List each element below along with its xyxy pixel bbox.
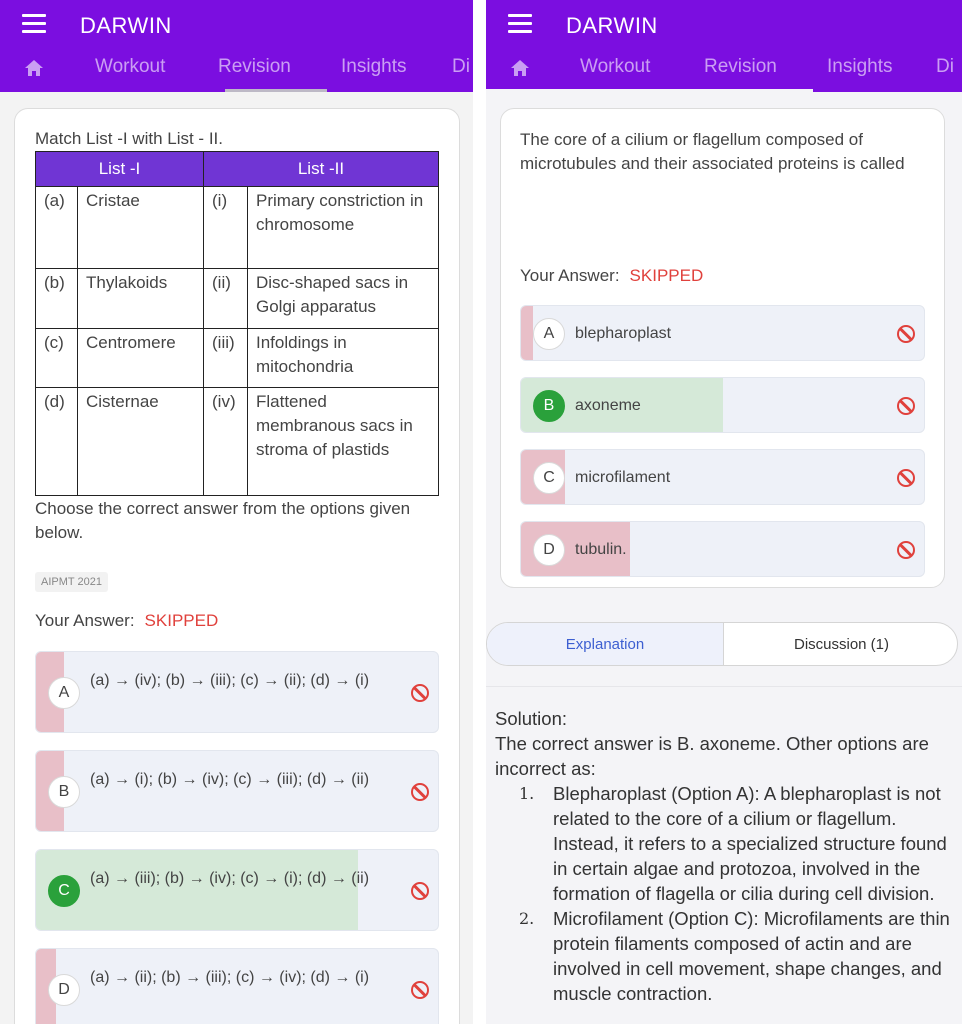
- option-letter-badge: D: [533, 534, 565, 566]
- solution-intro: The correct answer is B. axoneme. Other options are incorrect as:: [495, 733, 929, 779]
- table-row: [36, 329, 439, 388]
- option-c[interactable]: [35, 849, 439, 931]
- list-number: 1.: [519, 784, 535, 803]
- row-description: Disc-shaped sacs in Golgi apparatus: [248, 269, 439, 329]
- option-text: (a) → (ii); (b) → (iii); (c) → (iv); (d) → (i): [90, 969, 370, 986]
- option-letter-badge: C: [48, 875, 80, 907]
- separator: [486, 686, 962, 687]
- option-letter-badge: B: [533, 390, 565, 422]
- ban-icon: [897, 541, 915, 559]
- solution-heading: Solution:: [495, 708, 567, 729]
- app-bar: [0, 0, 473, 92]
- your-answer-status: SKIPPED: [629, 266, 704, 285]
- option-d[interactable]: [520, 521, 925, 577]
- row-description: Flattened membranous sacs in stroma of plastids: [248, 388, 439, 496]
- home-icon[interactable]: [24, 58, 44, 78]
- row-term: Thylakoids: [78, 269, 204, 329]
- tab-bar: [0, 50, 473, 92]
- option-letter-badge: A: [48, 677, 80, 709]
- tab-revision[interactable]: Revision: [704, 56, 777, 77]
- option-text: tubulin.: [575, 541, 627, 558]
- left-screen: [0, 0, 473, 1024]
- option-a[interactable]: [520, 305, 925, 361]
- table-header-list1: List -I: [36, 152, 204, 187]
- ban-icon: [897, 469, 915, 487]
- row-key: (ii): [204, 269, 248, 329]
- your-answer: [35, 611, 218, 631]
- list-number: 2.: [519, 909, 535, 928]
- tab-indicator: [486, 89, 813, 92]
- home-icon[interactable]: [510, 58, 530, 78]
- row-term: Cristae: [78, 187, 204, 269]
- tab-workout[interactable]: Workout: [95, 56, 166, 77]
- option-text: blepharoplast: [575, 325, 672, 342]
- row-term: Centromere: [78, 329, 204, 388]
- row-key: (c): [36, 329, 78, 388]
- row-term: Cisternae: [78, 388, 204, 496]
- table-row: [36, 269, 439, 329]
- row-key: (i): [204, 187, 248, 269]
- explanation-segmented-control: [486, 622, 958, 666]
- your-answer: [520, 266, 703, 286]
- your-answer-status: SKIPPED: [144, 611, 219, 630]
- ban-icon: [411, 783, 429, 801]
- list-text: Microfilament (Option C): Microfilaments are thin protein filaments composed of actin and are involved in cell movement, shape changes, and muscle contraction.: [553, 908, 950, 1004]
- your-answer-label: Your Answer:: [520, 266, 620, 285]
- row-description: Infoldings in mitochondria: [248, 329, 439, 388]
- tab-insights[interactable]: Insights: [827, 56, 893, 77]
- question-outro: Choose the correct answer from the options given below.: [35, 499, 411, 542]
- option-b[interactable]: [35, 750, 439, 832]
- ban-icon: [897, 397, 915, 415]
- option-c[interactable]: [520, 449, 925, 505]
- list-item: [495, 781, 955, 906]
- row-key: (iv): [204, 388, 248, 496]
- your-answer-label: Your Answer:: [35, 611, 135, 630]
- tab-workout[interactable]: Workout: [580, 56, 651, 77]
- row-description: Primary constriction in chromosome: [248, 187, 439, 269]
- question-text: The core of a cilium or flagellum composed of microtubules and their associated proteins is called: [520, 130, 905, 173]
- option-a[interactable]: [35, 651, 439, 733]
- option-text: microfilament: [575, 469, 671, 486]
- match-table: [35, 151, 439, 496]
- row-key: (d): [36, 388, 78, 496]
- option-d[interactable]: [35, 948, 439, 1024]
- solution-list: [495, 781, 955, 1006]
- app-title: DARWIN: [80, 13, 172, 38]
- row-key: (a): [36, 187, 78, 269]
- tab-revision[interactable]: Revision: [218, 56, 291, 77]
- menu-icon[interactable]: [508, 14, 532, 38]
- app-title: DARWIN: [566, 13, 658, 38]
- exam-tag: AIPMT 2021: [35, 572, 108, 592]
- tab-discussion[interactable]: Discussion (1): [723, 623, 958, 665]
- option-text: axoneme: [575, 397, 641, 414]
- ban-icon: [411, 882, 429, 900]
- option-letter-badge: C: [533, 462, 565, 494]
- row-key: (iii): [204, 329, 248, 388]
- option-percent-bar: [521, 306, 533, 360]
- tab-more[interactable]: Di: [936, 56, 954, 77]
- option-letter-badge: B: [48, 776, 80, 808]
- option-letter-badge: A: [533, 318, 565, 350]
- menu-icon[interactable]: [22, 14, 46, 38]
- tab-bar: [486, 50, 962, 92]
- table-header-list2: List -II: [204, 152, 439, 187]
- solution-block: [495, 706, 955, 1006]
- tab-indicator: [225, 89, 327, 92]
- table-row: [36, 388, 439, 496]
- app-bar: [486, 0, 962, 92]
- question-intro: Match List -I with List - II.: [35, 129, 223, 148]
- list-text: Blepharoplast (Option A): A blepharoplast is not related to the core of a cilium or flagellum. Instead, it refers to a specialized structure found in certain algae and protozoa, involved in the formation of flagella or cilia during cell division.: [553, 783, 947, 904]
- ban-icon: [411, 684, 429, 702]
- option-b[interactable]: [520, 377, 925, 433]
- ban-icon: [411, 981, 429, 999]
- tab-insights[interactable]: Insights: [341, 56, 407, 77]
- list-item: [495, 906, 955, 1006]
- option-letter-badge: D: [48, 974, 80, 1006]
- option-text: (a) → (i); (b) → (iv); (c) → (iii); (d) → (ii): [90, 771, 370, 788]
- option-text: (a) → (iii); (b) → (iv); (c) → (i); (d) → (ii): [90, 870, 370, 887]
- split-divider: [473, 0, 486, 1024]
- tab-explanation[interactable]: Explanation: [487, 623, 723, 665]
- table-row: [36, 187, 439, 269]
- option-text: (a) → (iv); (b) → (iii); (c) → (ii); (d) → (i): [90, 672, 370, 689]
- tab-more[interactable]: Di: [452, 56, 470, 77]
- ban-icon: [897, 325, 915, 343]
- row-key: (b): [36, 269, 78, 329]
